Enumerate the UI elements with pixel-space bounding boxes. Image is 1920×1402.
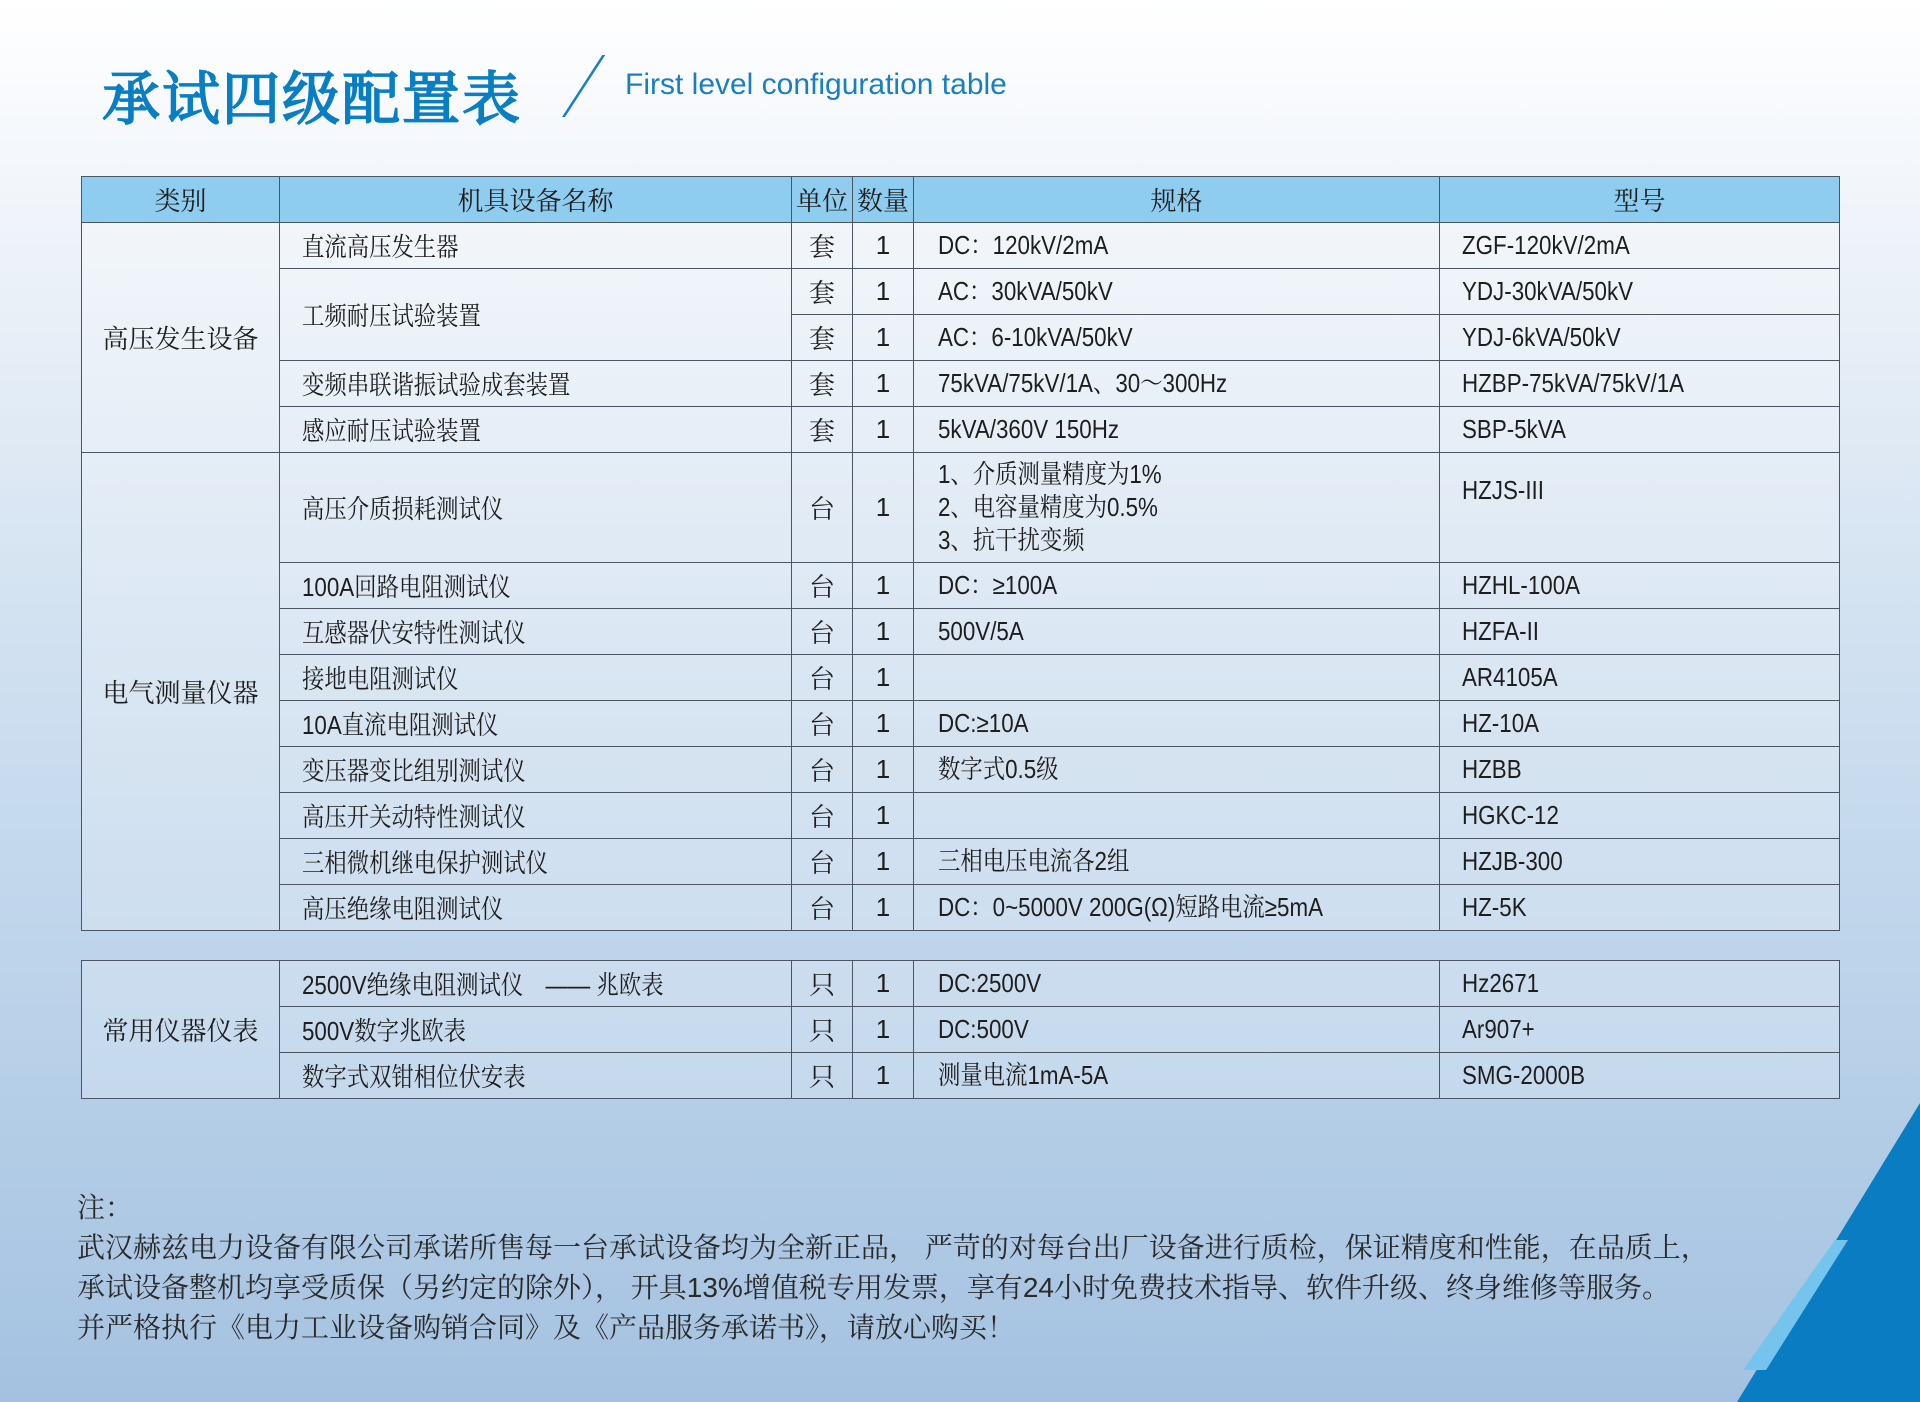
notes-line: 武汉赫兹电力设备有限公司承诺所售每一台承试设备均为全新正品， 严苛的对每台出厂设备进行质检，保证精度和性能，在品质上， [77,1232,1709,1263]
model-text: SMG-2000B [1462,1060,1586,1090]
category-cell: 电气测量仪器 [82,453,280,931]
spec-cell [914,609,1440,655]
header-unit: 单位 [792,177,853,223]
spec-line [938,891,1439,924]
unit-cell: 台 [792,701,853,747]
equipment-name: 100A回路电阻测试仪 [302,572,511,602]
unit-cell: 只 [792,1007,853,1053]
config-table [81,176,1840,931]
spec-text: 3、抗干扰变频 [938,525,1085,555]
model-text: HGKC-12 [1462,800,1559,830]
qty-cell: 1 [853,407,914,453]
table-row [82,453,1840,563]
qty-cell: 1 [853,1007,914,1053]
header-spec: 规格 [914,177,1440,223]
spec-cell [914,315,1440,361]
header-model: 型号 [1440,177,1840,223]
model-cell [1440,1007,1840,1053]
spec-line [938,275,1439,308]
qty-cell: 1 [853,1053,914,1099]
model-cell [1440,223,1840,269]
equipment-name-cell [280,655,792,701]
spec-line [938,615,1439,648]
table-row [82,269,1840,315]
table-row [82,407,1840,453]
qty-cell: 1 [853,747,914,793]
spec-line [938,707,1439,740]
unit-cell: 台 [792,839,853,885]
notes-line: 并严格执行《电力工业设备购销合同》及《产品服务承诺书》，请放心购买！ [77,1312,1016,1343]
model-text: YDJ-6kVA/50kV [1462,322,1621,352]
qty-cell: 1 [853,793,914,839]
spec-line [938,229,1439,262]
spec-line [938,753,1439,786]
model-text: HZ-10A [1462,708,1540,738]
qty-cell: 1 [853,223,914,269]
table-row [82,361,1840,407]
qty-cell: 1 [853,701,914,747]
model-text: Ar907+ [1462,1014,1535,1044]
header-category: 类别 [82,177,280,223]
spec-text: DC：≥100A [938,570,1058,600]
table-row [82,793,1840,839]
spec-line [938,845,1439,878]
model-text: HZJS-III [1462,475,1544,505]
model-text: HZBP-75kVA/75kV/1A [1462,368,1685,398]
model-cell [1440,407,1840,453]
table-row [82,563,1840,609]
spec-text: DC:500V [938,1014,1029,1044]
table-row [82,701,1840,747]
model-text: HZBB [1462,754,1522,784]
spec-text: AC：30kVA/50kV [938,276,1113,306]
equipment-name: 接地电阻测试仪 [302,664,459,694]
spec-cell [914,269,1440,315]
spec-line [938,413,1439,446]
spec-text: 2、电容量精度为0.5% [938,492,1158,522]
equipment-name-cell [280,453,792,563]
spec-cell [914,701,1440,747]
model-text: HZFA-II [1462,616,1540,646]
spec-text: DC：120kV/2mA [938,230,1109,260]
spec-text: 500V/5A [938,616,1024,646]
table-row [82,747,1840,793]
common-instruments-table [81,960,1840,1099]
spec-cell [914,885,1440,931]
equipment-name: 直流高压发生器 [302,232,459,262]
model-text: HZ-5K [1462,892,1527,922]
table-row [82,655,1840,701]
spec-cell [914,793,1440,839]
equipment-name: 数字式双钳相位伏安表 [302,1062,526,1092]
unit-cell: 台 [792,563,853,609]
model-cell [1440,655,1840,701]
spec-cell [914,655,1440,701]
spec-line [938,321,1439,354]
table-header-row [82,177,1840,223]
unit-cell: 只 [792,1053,853,1099]
unit-cell: 台 [792,453,853,563]
category-cell: 常用仪器仪表 [82,961,280,1099]
spec-line [938,524,1439,557]
equipment-name: 互感器伏安特性测试仪 [302,618,526,648]
corner-stripe-shape [1743,1240,1848,1370]
equipment-name: 高压开关动特性测试仪 [302,802,526,832]
model-cell [1440,747,1840,793]
equipment-name-cell [280,609,792,655]
qty-cell: 1 [853,361,914,407]
spec-text: AC：6-10kVA/50kV [938,322,1133,352]
model-cell [1440,609,1840,655]
model-cell [1440,961,1840,1007]
unit-cell: 台 [792,747,853,793]
equipment-name-cell [280,747,792,793]
equipment-name-cell [280,361,792,407]
table-row [82,609,1840,655]
spec-cell [914,407,1440,453]
equipment-name-cell [280,961,792,1007]
category-cell: 高压发生设备 [82,223,280,453]
spec-cell [914,839,1440,885]
spec-cell [914,1053,1440,1099]
equipment-name-cell [280,407,792,453]
equipment-name: 变压器变比组别测试仪 [302,756,526,786]
unit-cell: 台 [792,885,853,931]
qty-cell: 1 [853,269,914,315]
equipment-name-cell [280,563,792,609]
spec-cell [914,563,1440,609]
equipment-name: 变频串联谐振试验成套装置 [302,370,571,400]
model-text: YDJ-30kVA/50kV [1462,276,1634,306]
spec-cell [914,223,1440,269]
model-cell [1440,361,1840,407]
equipment-name-cell [280,885,792,931]
notes-line: 承试设备整机均享受质保（另约定的除外）， 开具13%增值税专用发票，享有24小时免费技术指导、软件升级、终身维修等服务。 [77,1272,1670,1303]
model-text: HZHL-100A [1462,570,1581,600]
spec-text: DC:≥10A [938,708,1029,738]
qty-cell: 1 [853,453,914,563]
spec-cell [914,453,1440,563]
spec-text: 75kVA/75kV/1A、30～300Hz [938,368,1228,398]
spec-text: 测量电流1mA-5A [938,1060,1109,1090]
model-cell [1440,315,1840,361]
spec-line [938,367,1439,400]
header-qty: 数量 [853,177,914,223]
model-text: Hz2671 [1462,968,1540,998]
spec-line [938,458,1439,491]
unit-cell: 台 [792,609,853,655]
model-cell [1440,269,1840,315]
model-cell [1440,839,1840,885]
spec-line [938,661,1439,694]
qty-cell: 1 [853,885,914,931]
equipment-name: 10A直流电阻测试仪 [302,710,499,740]
unit-cell: 台 [792,793,853,839]
spec-line [938,799,1439,832]
equipment-name-cell [280,839,792,885]
unit-cell: 套 [792,407,853,453]
qty-cell: 1 [853,315,914,361]
spec-text: 5kVA/360V 150Hz [938,414,1120,444]
unit-cell: 套 [792,223,853,269]
table-row [82,1053,1840,1099]
unit-cell: 台 [792,655,853,701]
qty-cell: 1 [853,609,914,655]
spec-text: DC:2500V [938,968,1042,998]
notes-label: 注： [77,1192,134,1223]
unit-cell: 套 [792,315,853,361]
model-cell [1440,563,1840,609]
notes [77,1188,1709,1348]
equipment-name-cell [280,793,792,839]
equipment-name: 感应耐压试验装置 [302,416,481,446]
model-text: AR4105A [1462,662,1558,692]
equipment-name-cell [280,1053,792,1099]
qty-cell: 1 [853,961,914,1007]
spec-text: 1、介质测量精度为1% [938,459,1162,489]
title-divider [562,55,605,117]
equipment-name: 工频耐压试验装置 [302,301,481,331]
spec-text: DC：0~5000V 200G(Ω)短路电流≥5mA [938,892,1324,922]
spec-line [938,1059,1439,1092]
unit-cell: 套 [792,269,853,315]
equipment-name-cell [280,1007,792,1053]
qty-cell: 1 [853,839,914,885]
model-text: HZJB-300 [1462,846,1563,876]
table-row [82,885,1840,931]
spec-line [938,569,1439,602]
equipment-name: 500V数字兆欧表 [302,1016,467,1046]
page-title: 承试四级配置表 [102,67,523,132]
spec-line [938,491,1439,524]
spec-cell [914,1007,1440,1053]
corner-triangle-shape [1737,1103,1920,1402]
spec-cell [914,361,1440,407]
spec-text: 数字式0.5级 [938,754,1059,784]
spec-cell [914,961,1440,1007]
model-cell [1440,453,1840,563]
equipment-name: 三相微机继电保护测试仪 [302,848,548,878]
table-row [82,1007,1840,1053]
model-cell [1440,701,1840,747]
equipment-name: 高压绝缘电阻测试仪 [302,894,504,924]
equipment-name-cell [280,223,792,269]
equipment-name: 高压介质损耗测试仪 [302,494,504,524]
qty-cell: 1 [853,563,914,609]
spec-text: 三相电压电流各2组 [938,846,1130,876]
unit-cell: 套 [792,361,853,407]
spec-line [938,967,1439,1000]
model-cell [1440,793,1840,839]
unit-cell: 只 [792,961,853,1007]
equipment-name-cell [280,701,792,747]
table-row [82,839,1840,885]
equipment-name: 2500V绝缘电阻测试仪 —— 兆欧表 [302,970,664,1000]
model-cell [1440,1053,1840,1099]
equipment-name-cell [280,269,792,361]
spec-cell [914,747,1440,793]
table-row [82,961,1840,1007]
header-name: 机具设备名称 [280,177,792,223]
model-text: SBP-5kVA [1462,414,1566,444]
spec-line [938,1013,1439,1046]
model-cell [1440,885,1840,931]
qty-cell: 1 [853,655,914,701]
table-row [82,223,1840,269]
page-subtitle: First level configuration table [625,68,1007,101]
model-text: ZGF-120kV/2mA [1462,230,1630,260]
